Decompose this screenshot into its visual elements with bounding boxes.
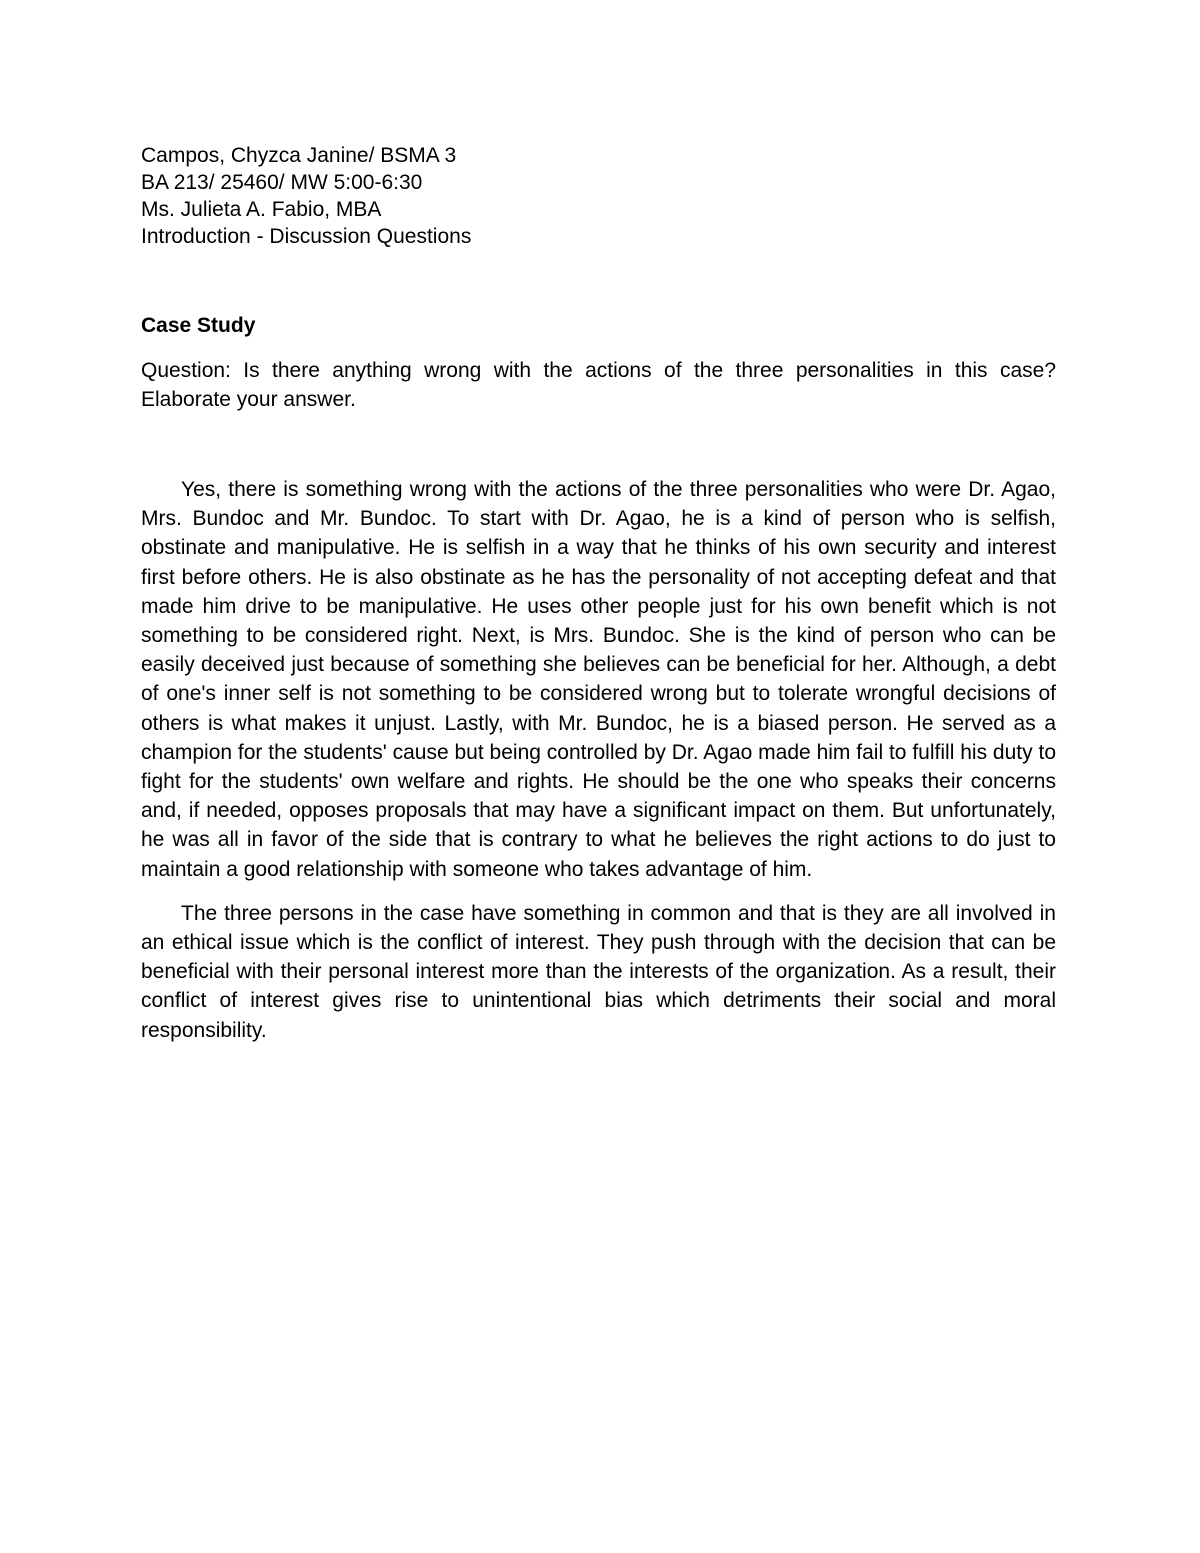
document-header bbox=[141, 142, 1056, 250]
question-text: Question: Is there anything wrong with the actions of the three personalities in this case? Elaborate your answer. bbox=[141, 359, 1056, 411]
document-page bbox=[141, 142, 1056, 1045]
answer-paragraph: The three persons in the case have something in common and that is they are all involved in an ethical issue which is the conflict of interest. They push through with the decision that can be beneficial with their personal interest more than the interests of the organization. As a result, their conflict of interest gives rise to unintentional bias which detriments their social and moral responsibility. bbox=[141, 901, 1056, 1042]
course-info-line: BA 213/ 25460/ MW 5:00-6:30 bbox=[141, 171, 423, 194]
topic-line: Introduction - Discussion Questions bbox=[141, 225, 472, 248]
instructor-line: Ms. Julieta A. Fabio, MBA bbox=[141, 198, 382, 221]
section-title: Case Study bbox=[141, 314, 256, 337]
answer-paragraph: Yes, there is something wrong with the actions of the three personalities who were Dr. Agao, Mrs. Bundoc and Mr. Bundoc. To start with Dr. Agao, he is a kind of person who is selfish, obstinate and manipulative. He is selfish in a way that he thinks of his own security and interest first before others. He is also obstinate as he has the personality of not accepting defeat and that made him drive to be manipulative. He uses other people just for his own benefit which is not something to be considered right. Next, is Mrs. Bundoc. She is the kind of person who can be easily deceived just because of something she believes can be beneficial for her. Although, a debt of one's inner self is not something to be considered wrong but to tolerate wrongful decisions of others is what makes it unjust. Lastly, with Mr. Bundoc, he is a biased person. He served as a champion for the students' cause but being controlled by Dr. Agao made him fail to fulfill his duty to fight for the students' own welfare and rights. He should be the one who speaks their concerns and, if needed, opposes proposals that may have a significant impact on them. But unfortunately, he was all in favor of the side that is contrary to what he believes the right actions to do just to maintain a good relationship with someone who takes advantage of him. bbox=[141, 478, 1056, 881]
student-name-line: Campos, Chyzca Janine/ BSMA 3 bbox=[141, 144, 457, 167]
